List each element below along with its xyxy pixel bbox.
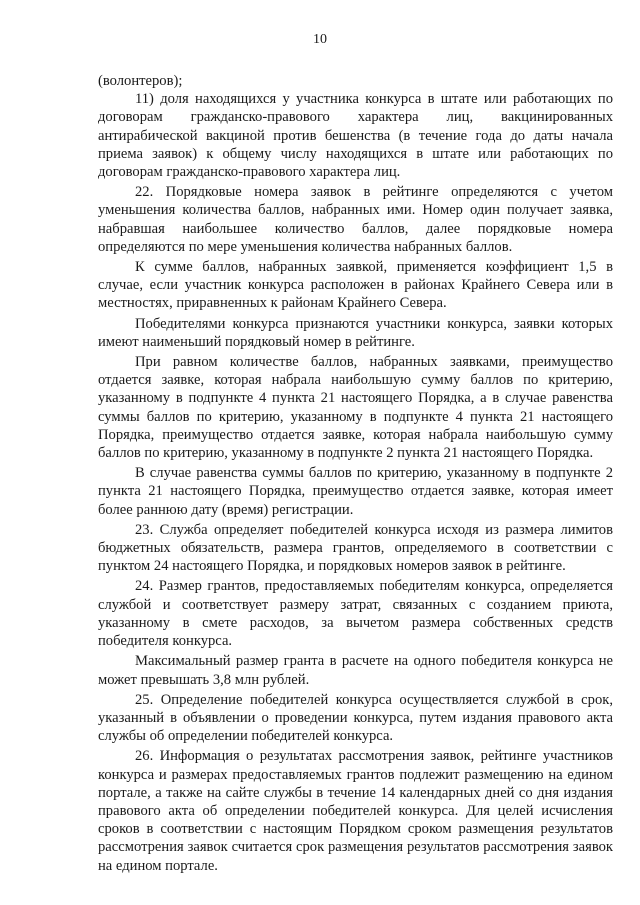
paragraph-24: 24. Размер грантов, предоставляемых победителям конкурса, определяется службой и соответствует размеру затрат, связанных с созданием приюта, указанному в смете расходов, за вычетом размера собственных средств победителя конкурса.	[98, 578, 613, 650]
paragraph-25: 25. Определение победителей конкурса осуществляется службой в срок, указанный в объявлении о проведении конкурса, путем издания правового акта службы об определении победителей конкурса.	[98, 691, 613, 745]
paragraph-equal-scores: При равном количестве баллов, набранных заявками, преимущество отдается заявке, которая набрала наибольшую сумму баллов по критерию, указанному в подпункте 4 пункта 21 настоящего Порядка, а в случае равенства суммы баллов по критерию, указанному в подпункте 4 пункта 21 настоящего Порядка, преимущество отдается заявке, которая набрала наибольшую сумму баллов по критерию, указанному в подпункте 2 пункта 21 настоящего Порядка.	[98, 354, 613, 462]
paragraph-26: 26. Информация о результатах рассмотрения заявок, рейтинге участников конкурса и размерах предоставляемых грантов подлежит размещению на едином портале, а также на сайте службы в течение 14 календарных дней со дня издания правового акта об определении победителей конкурса. Для целей исчисления сроков в соответствии с настоящим Порядком сроком размещения результатов рассмотрения заявок считается срок размещения результатов рассмотрения заявок на едином портале.	[98, 748, 613, 874]
paragraph-winners: Победителями конкурса признаются участники конкурса, заявки которых имеют наименьший порядковый номер в рейтинге.	[98, 315, 613, 350]
paragraph-coefficient: К сумме баллов, набранных заявкой, применяется коэффициент 1,5 в случае, если участник конкурса расположен в районах Крайнего Севера или в местностях, приравненных к районам Крайнего Севера.	[98, 259, 613, 312]
paragraph-item-11: 11) доля находящихся у участника конкурса в штате или работающих по договорам гражданско-правового характера лиц, вакцинированных антирабической вакциной против бешенства (в течение года до даты начала приема заявок) к общему числу находящихся в штате или работающих по договорам гражданско-правового характера лиц.	[98, 91, 613, 181]
paragraph-continuation: (волонтеров);	[98, 73, 183, 89]
paragraph-22: 22. Порядковые номера заявок в рейтинге определяются с учетом уменьшения количества баллов, набранных ими. Номер один получает заявка, набравшая наибольшее количество баллов, далее порядковые номера определяются по мере уменьшения количества набранных баллов.	[98, 184, 613, 255]
paragraph-registration-date: В случае равенства суммы баллов по критерию, указанному в подпункте 2 пункта 21 настоящего Порядка, преимущество отдается заявке, которая имеет более раннюю дату (время) регистрации.	[98, 465, 613, 518]
page-number: 10	[313, 32, 327, 47]
paragraph-max-grant: Максимальный размер гранта в расчете на одного победителя конкурса не может превышать 3,8 млн рублей.	[98, 653, 613, 688]
paragraph-23: 23. Служба определяет победителей конкурса исходя из размера лимитов бюджетных обязательств, размера грантов, определяемого в соответствии с пунктом 24 настоящего Порядка, и порядковых номеров заявок в рейтинге.	[98, 521, 613, 575]
document-body	[98, 72, 613, 875]
